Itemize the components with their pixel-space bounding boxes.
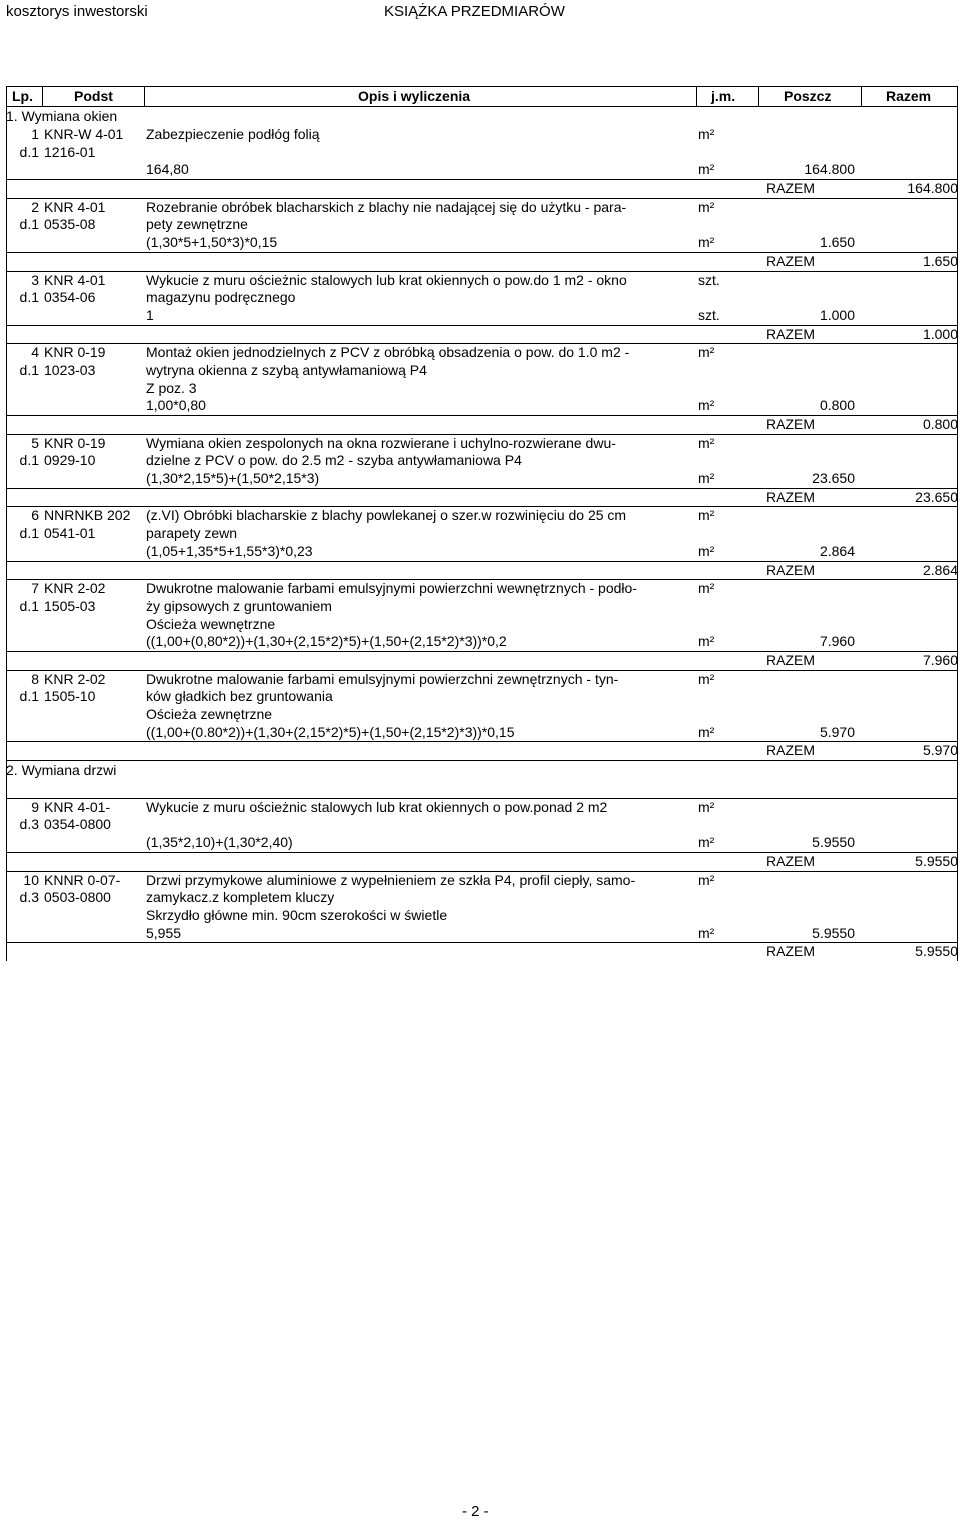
column-divider bbox=[696, 86, 697, 106]
item-description: wytryna okienna z szybą antywłamaniową P4 bbox=[146, 361, 427, 378]
item-number: 4 bbox=[31, 344, 39, 361]
item-description: parapety zewn bbox=[146, 525, 238, 542]
razem-row bbox=[6, 741, 958, 760]
calc-unit: m² bbox=[698, 723, 715, 740]
calc-unit: m² bbox=[698, 834, 715, 851]
item-description: zamykacz.z kompletem kluczy bbox=[146, 889, 335, 906]
calc-unit: m² bbox=[698, 542, 715, 559]
razem-value: 5.9550 bbox=[915, 943, 958, 960]
calc-unit: szt. bbox=[698, 306, 720, 323]
item-description: magazynu podręcznego bbox=[146, 289, 296, 306]
razem-value: 23.650 bbox=[915, 488, 958, 505]
calc-row bbox=[6, 925, 958, 943]
table-row bbox=[6, 452, 958, 470]
item-description: Z poz. 3 bbox=[146, 379, 197, 396]
calc-row bbox=[6, 724, 958, 742]
item-code: KNR 2-02 bbox=[44, 670, 106, 687]
section-title: 2. Wymiana drzwi bbox=[6, 762, 117, 779]
calc-expression: (1,35*2,10)+(1,30*2,40) bbox=[146, 834, 293, 851]
calc-row bbox=[6, 234, 958, 252]
calc-value: 7.960 bbox=[819, 633, 855, 650]
calc-value: 1.000 bbox=[819, 306, 855, 323]
razem-value: 5.9550 bbox=[915, 852, 958, 869]
razem-row bbox=[6, 852, 958, 871]
section-title-row bbox=[6, 760, 958, 780]
item-description: Ościeża zewnętrzne bbox=[146, 706, 273, 722]
item-unit: m² bbox=[698, 126, 715, 142]
item-number: 9 bbox=[31, 798, 39, 815]
table-row bbox=[6, 506, 958, 525]
calc-value: 23.650 bbox=[812, 470, 855, 487]
calc-row bbox=[6, 543, 958, 561]
item-description: Skrzydło główne min. 90cm szerokości w świetle bbox=[146, 906, 448, 923]
item-subnumber: d.1 bbox=[19, 452, 39, 469]
calc-row bbox=[6, 161, 958, 179]
calc-unit: m² bbox=[698, 633, 715, 650]
document-header-center: KSIĄŻKA PRZEDMIARÓW bbox=[384, 3, 565, 20]
razem-row bbox=[6, 325, 958, 344]
spacer-row bbox=[6, 780, 958, 798]
calc-row bbox=[6, 307, 958, 325]
calc-row bbox=[6, 397, 958, 415]
calc-expression: ((1,00+(0,80*2))+(1,30+(2,15*2)*5)+(1,50+(2,15*2)*3))*0,2 bbox=[146, 633, 507, 650]
calc-expression: (1,30*5+1,50*3)*0,15 bbox=[146, 234, 278, 251]
razem-row bbox=[6, 561, 958, 580]
item-description: (z.VI) Obróbki blacharskie z blachy powlekanej o szer.w rozwinięciu do 25 cm bbox=[146, 507, 627, 524]
item-number: 7 bbox=[31, 580, 39, 597]
table-row bbox=[6, 816, 958, 834]
item-subnumber: d.1 bbox=[19, 688, 39, 705]
item-code: KNR 0-19 bbox=[44, 434, 106, 451]
item-unit: m² bbox=[698, 670, 715, 687]
table-row bbox=[6, 706, 958, 724]
razem-row bbox=[6, 252, 958, 271]
razem-value: 2.864 bbox=[922, 561, 958, 578]
razem-label: RAZEM bbox=[766, 742, 815, 759]
item-code-detail: 1505-10 bbox=[44, 688, 96, 705]
bill-of-quantities-table bbox=[6, 86, 958, 961]
item-description: Drzwi przymykowe aluminiowe z wypełnieniem ze szkła P4, profil ciepły, samo- bbox=[146, 871, 636, 888]
item-code-detail: 0354-06 bbox=[44, 289, 96, 306]
item-subnumber: d.3 bbox=[19, 889, 39, 906]
table-row bbox=[6, 579, 958, 598]
table-row bbox=[6, 798, 958, 817]
item-subnumber: d.1 bbox=[19, 525, 39, 542]
calc-expression: ((1,00+(0.80*2))+(1,30+(2,15*2)*5)+(1,50+(2,15*2)*3))*0,15 bbox=[146, 723, 515, 740]
razem-label: RAZEM bbox=[766, 561, 815, 578]
razem-label: RAZEM bbox=[766, 943, 815, 960]
item-code-detail: 0503-0800 bbox=[44, 889, 111, 906]
calc-expression: 5,955 bbox=[146, 924, 182, 941]
item-code: KNR 4-01 bbox=[44, 198, 106, 215]
col-header-jm: j.m. bbox=[711, 88, 736, 104]
calc-expression: 1,00*0,80 bbox=[146, 397, 206, 414]
razem-label: RAZEM bbox=[766, 651, 815, 668]
item-unit: m² bbox=[698, 580, 715, 597]
item-description: Dwukrotne malowanie farbami emulsyjnymi powierzchni wewnętrznych - podło- bbox=[146, 580, 637, 597]
col-header-podst: Podst bbox=[74, 88, 113, 104]
item-code-detail: 0354-0800 bbox=[44, 816, 111, 833]
item-description: Rozebranie obróbek blacharskich z blachy nie nadającej się do użytku - para- bbox=[146, 198, 627, 215]
item-number: 8 bbox=[31, 670, 39, 687]
calc-expression: (1,05+1,35*5+1,55*3)*0,23 bbox=[146, 542, 313, 559]
calc-row bbox=[6, 470, 958, 488]
item-description: pety zewnętrzne bbox=[146, 216, 248, 233]
item-code: KNR 0-19 bbox=[44, 344, 106, 361]
calc-unit: m² bbox=[698, 161, 715, 178]
column-divider bbox=[957, 86, 958, 961]
item-description: Wykucie z muru ościeżnic stalowych lub krat okiennych o pow.ponad 2 m2 bbox=[146, 798, 608, 815]
document-header-left: kosztorys inwestorski bbox=[6, 3, 148, 20]
item-unit: m² bbox=[698, 507, 715, 524]
calc-value: 1.650 bbox=[819, 234, 855, 251]
table-row bbox=[6, 271, 958, 290]
item-code-detail: 1216-01 bbox=[44, 143, 96, 160]
column-divider bbox=[861, 86, 862, 106]
calc-value: 2.864 bbox=[819, 542, 855, 559]
item-code: KNR 4-01- bbox=[44, 798, 111, 815]
table-row bbox=[6, 343, 958, 362]
table-row bbox=[6, 525, 958, 543]
calc-unit: m² bbox=[698, 470, 715, 487]
item-description: Montaż okien jednodzielnych z PCV z obróbką obsadzenia o pow. do 1.0 m2 - bbox=[146, 344, 630, 361]
table-row bbox=[6, 889, 958, 907]
col-header-poszcz: Poszcz bbox=[784, 88, 832, 104]
item-unit: m² bbox=[698, 198, 715, 215]
item-code: NNRNKB 202 bbox=[44, 507, 131, 524]
item-description: ży gipsowych z gruntowaniem bbox=[146, 597, 332, 614]
item-description: Zabezpieczenie podłóg folią bbox=[146, 126, 320, 142]
item-code-detail: 0535-08 bbox=[44, 216, 96, 233]
calc-value: 0.800 bbox=[819, 397, 855, 414]
calc-expression: 1 bbox=[146, 306, 154, 323]
table-row bbox=[6, 598, 958, 616]
razem-value: 0.800 bbox=[922, 416, 958, 432]
table-row bbox=[6, 688, 958, 706]
section-title: 1. Wymiana okien bbox=[6, 108, 118, 124]
razem-label: RAZEM bbox=[766, 416, 815, 432]
item-description: dzielne z PCV o pow. do 2.5 m2 - szyba antywłamaniowa P4 bbox=[146, 452, 522, 469]
item-subnumber: d.1 bbox=[19, 216, 39, 233]
table-row bbox=[6, 380, 958, 398]
item-unit: m² bbox=[698, 871, 715, 888]
razem-value: 7.960 bbox=[922, 651, 958, 668]
table-row bbox=[6, 362, 958, 380]
table-header-row bbox=[6, 86, 958, 107]
item-number: 6 bbox=[31, 507, 39, 524]
calc-expression: 164,80 bbox=[146, 161, 189, 178]
table-row bbox=[6, 144, 958, 162]
item-code: KNR-W 4-01 bbox=[44, 126, 124, 142]
col-header-lp: Lp. bbox=[12, 88, 33, 104]
item-description: Dwukrotne malowanie farbami emulsyjnymi powierzchni zewnętrznych - tyn- bbox=[146, 670, 619, 687]
razem-row bbox=[6, 651, 958, 670]
calc-value: 5.9550 bbox=[812, 924, 855, 941]
item-number: 3 bbox=[31, 271, 39, 288]
razem-label: RAZEM bbox=[766, 852, 815, 869]
item-code-detail: 0929-10 bbox=[44, 452, 96, 469]
item-code: KNR 2-02 bbox=[44, 580, 106, 597]
table-row bbox=[6, 670, 958, 689]
column-divider bbox=[42, 86, 43, 106]
calc-value: 164.800 bbox=[804, 161, 855, 178]
calc-row bbox=[6, 834, 958, 852]
table-row bbox=[6, 126, 958, 144]
item-unit: m² bbox=[698, 344, 715, 361]
item-subnumber: d.1 bbox=[19, 289, 39, 306]
calc-expression: (1,30*2,15*5)+(1,50*2,15*3) bbox=[146, 470, 320, 487]
razem-row bbox=[6, 415, 958, 434]
table-row bbox=[6, 216, 958, 234]
razem-row bbox=[6, 942, 958, 961]
razem-row bbox=[6, 179, 958, 198]
item-code-detail: 0541-01 bbox=[44, 525, 96, 542]
calc-value: 5.970 bbox=[819, 723, 855, 740]
item-subnumber: d.1 bbox=[19, 143, 39, 160]
page-number: - 2 - bbox=[462, 1503, 489, 1520]
item-description: Wymiana okien zespolonych na okna rozwierane i uchylno-rozwierane dwu- bbox=[146, 434, 616, 451]
item-code: KNR 4-01 bbox=[44, 271, 106, 288]
razem-row bbox=[6, 488, 958, 507]
section-title-row bbox=[6, 107, 958, 126]
item-code-detail: 1505-03 bbox=[44, 597, 96, 614]
item-number: 2 bbox=[31, 198, 39, 215]
calc-unit: m² bbox=[698, 234, 715, 251]
razem-value: 5.970 bbox=[922, 742, 958, 759]
razem-value: 1.650 bbox=[922, 252, 958, 269]
item-subnumber: d.1 bbox=[19, 597, 39, 614]
calc-row bbox=[6, 633, 958, 651]
razem-label: RAZEM bbox=[766, 488, 815, 505]
item-unit: m² bbox=[698, 434, 715, 451]
item-code-detail: 1023-03 bbox=[44, 361, 96, 378]
item-unit: m² bbox=[698, 798, 715, 815]
calc-unit: m² bbox=[698, 397, 715, 414]
razem-label: RAZEM bbox=[766, 252, 815, 269]
item-number: 5 bbox=[31, 434, 39, 451]
column-divider bbox=[6, 86, 7, 961]
razem-value: 1.000 bbox=[922, 325, 958, 342]
item-subnumber: d.3 bbox=[19, 816, 39, 833]
col-header-opis: Opis i wyliczenia bbox=[358, 88, 471, 104]
razem-label: RAZEM bbox=[766, 325, 815, 342]
table-row bbox=[6, 907, 958, 925]
column-divider bbox=[144, 86, 145, 106]
calc-value: 5.9550 bbox=[812, 834, 855, 851]
item-description: Ościeża wewnętrzne bbox=[146, 615, 276, 632]
item-number: 1 bbox=[31, 126, 39, 142]
item-number: 10 bbox=[23, 871, 39, 888]
item-subnumber: d.1 bbox=[19, 361, 39, 378]
razem-label: RAZEM bbox=[766, 180, 815, 197]
table-row bbox=[6, 434, 958, 453]
item-description: ków gładkich bez gruntowania bbox=[146, 688, 333, 705]
table-row bbox=[6, 289, 958, 307]
razem-value: 164.800 bbox=[907, 180, 958, 197]
item-description: Wykucie z muru ościeżnic stalowych lub krat okiennych o pow.do 1 m2 - okno bbox=[146, 271, 627, 288]
table-row bbox=[6, 616, 958, 634]
column-divider bbox=[758, 86, 759, 106]
table-row bbox=[6, 871, 958, 890]
calc-unit: m² bbox=[698, 924, 715, 941]
item-unit: szt. bbox=[698, 271, 720, 288]
item-code: KNNR 0-07- bbox=[44, 871, 121, 888]
col-header-razem: Razem bbox=[886, 88, 932, 104]
table-row bbox=[6, 198, 958, 217]
